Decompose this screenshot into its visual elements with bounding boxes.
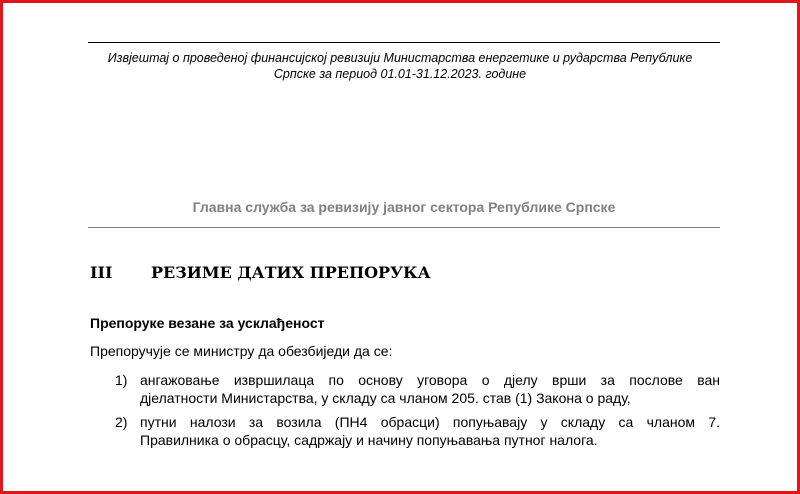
recommendation-line-2: дјелатности Министарства, у складу са чланом 205. став (1) Закона о раду, <box>140 390 631 406</box>
recommendation-line-1: ангажовање извршилаца по основу уговора о дјелу врши за послове ван <box>140 372 720 388</box>
recommendation-line-1: путни налози за возила (ПН4 обрасци) попуњавају у складу са чланом 7. <box>140 414 720 430</box>
list-marker: 1) <box>115 372 128 388</box>
section-title: РЕЗИМЕ ДАТИХ ПРЕПОРУКА <box>151 263 431 282</box>
section-heading <box>90 263 431 282</box>
service-rule <box>88 227 720 228</box>
recommendation-text <box>140 371 720 407</box>
audit-service-name: Главна служба за ревизију јавног сектора Републике Српске <box>192 199 616 215</box>
recommendation-line-2: Правилника о обрасцу, садржају и начину попуњавања путног налога. <box>140 432 598 448</box>
header-rule <box>88 42 720 43</box>
recommendations-intro: Препоручује се министру да обезбиједи да се: <box>90 343 393 359</box>
section-number: III <box>90 263 113 282</box>
list-marker: 2) <box>115 414 128 430</box>
report-header-line-2: Српске за период 01.01-31.12.2023. године <box>273 67 527 81</box>
report-header-line-1: Извјештај о проведеној финансијској ревизији Министарства енергетике и рударства Републике <box>107 51 693 65</box>
recommendation-text <box>140 413 720 449</box>
recommendations-subheading: Препоруке везане за усклађеност <box>90 315 325 331</box>
